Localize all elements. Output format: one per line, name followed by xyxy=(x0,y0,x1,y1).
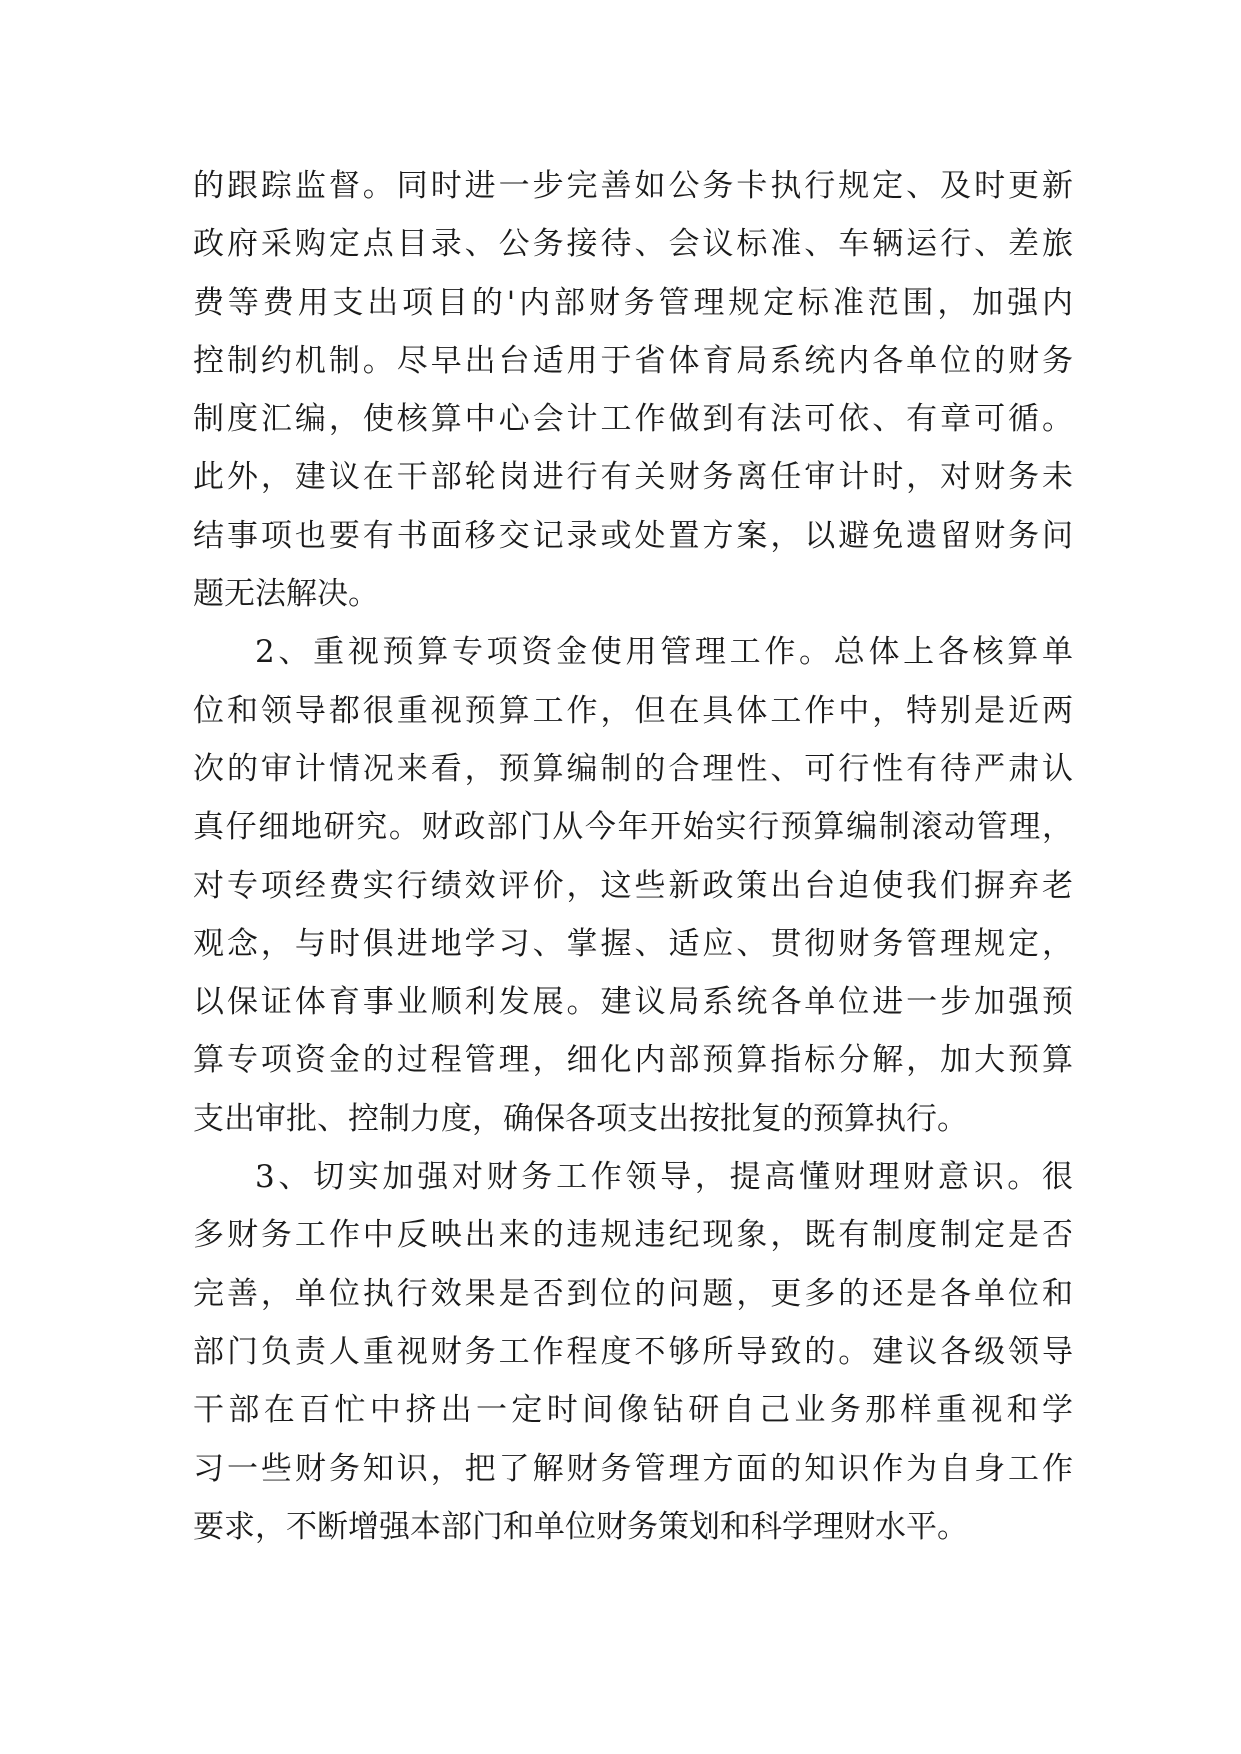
text-line: 干部在百忙中挤出一定时间像钻研自己业务那样重视和学 xyxy=(193,1392,1073,1429)
text-line: 的跟踪监督。同时进一步完善如公务卡执行规定、及时更新 xyxy=(193,168,1073,204)
text-line: 支出审批、控制力度，确保各项支出按批复的预算执行。 xyxy=(193,1100,968,1137)
text-line: 题无法解决。 xyxy=(193,576,379,613)
text-line: 真仔细地研究。财政部门从今年开始实行预算编制滚动管理， xyxy=(193,809,1073,846)
text-line: 控制约机制。尽早出台适用于省体育局系统内各单位的财务 xyxy=(193,342,1073,379)
text-line: 制度汇编，使核算中心会计工作做到有法可依、有章可循。 xyxy=(193,401,1073,438)
text-line: 部门负责人重视财务工作程度不够所导致的。建议各级领导 xyxy=(193,1333,1073,1370)
text-line: 多财务工作中反映出来的违规违纪现象，既有制度制定是否 xyxy=(193,1217,1073,1254)
text-line: 观念，与时俱进地学习、掌握、适应、贯彻财务管理规定， xyxy=(193,925,1073,962)
body-text xyxy=(193,157,1073,1556)
paragraph-3-start: 3、切实加强对财务工作领导，提高懂财理财意识。很 xyxy=(255,1159,1073,1196)
text-line: 要求，不断增强本部门和单位财务策划和科学理财水平。 xyxy=(193,1508,968,1545)
text-line: 算专项资金的过程管理，细化内部预算指标分解，加大预算 xyxy=(193,1042,1073,1079)
text-line: 此外，建议在干部轮岗进行有关财务离任审计时，对财务未 xyxy=(193,459,1073,496)
text-line: 对专项经费实行绩效评价，这些新政策出台迫使我们摒弃老 xyxy=(193,867,1073,904)
text-line: 结事项也要有书面移交记录或处置方案，以避免遗留财务问 xyxy=(193,517,1073,554)
text-line: 政府采购定点目录、公务接待、会议标准、车辆运行、差旅 xyxy=(193,226,1073,263)
text-line: 费等费用支出项目的'内部财务管理规定标准范围，加强内 xyxy=(193,284,1073,321)
text-line: 习一些财务知识，把了解财务管理方面的知识作为自身工作 xyxy=(193,1450,1073,1487)
text-line: 完善，单位执行效果是否到位的问题，更多的还是各单位和 xyxy=(193,1275,1073,1312)
text-line: 次的审计情况来看，预算编制的合理性、可行性有待严肃认 xyxy=(193,750,1073,787)
paragraph-2-start: 2、重视预算专项资金使用管理工作。总体上各核算单 xyxy=(255,634,1073,671)
text-line: 位和领导都很重视预算工作，但在具体工作中，特别是近两 xyxy=(193,692,1073,729)
text-line: 以保证体育事业顺利发展。建议局系统各单位进一步加强预 xyxy=(193,984,1073,1021)
